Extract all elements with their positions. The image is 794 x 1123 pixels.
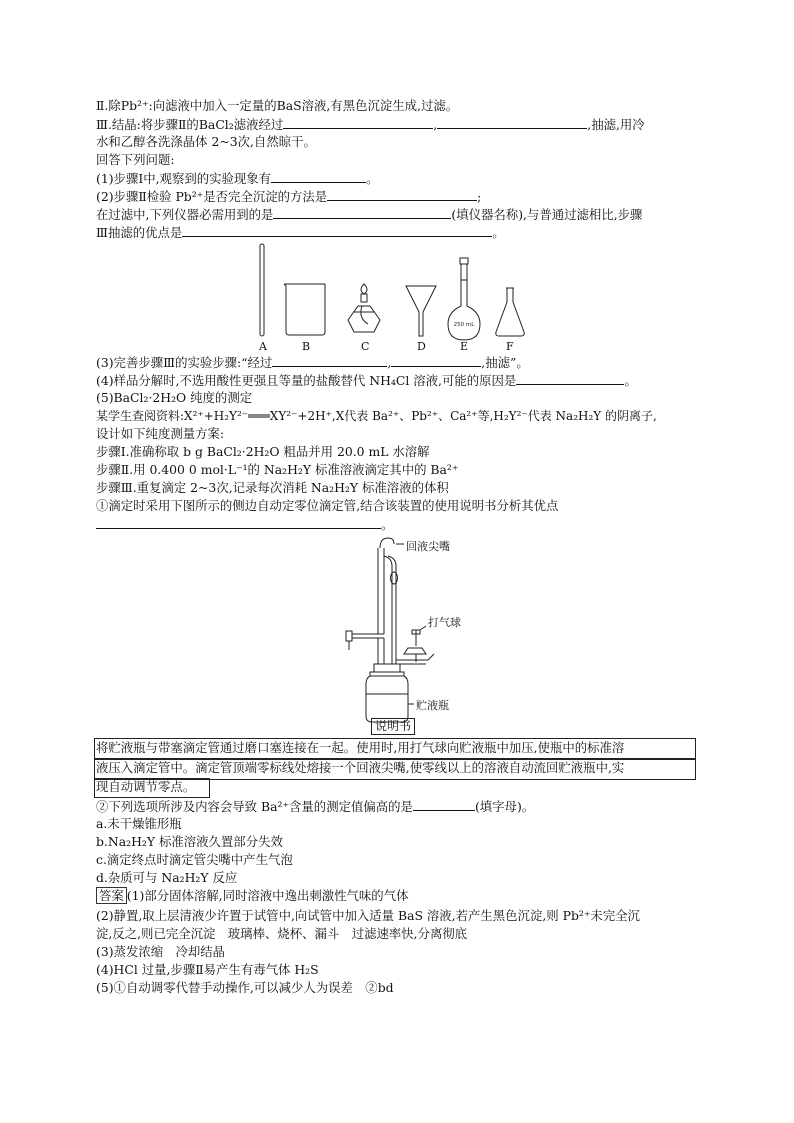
- answer-line: (5)①自动调零代替手动操作,可以减少人为误差 ②bd: [96, 980, 394, 995]
- answer-line: 答案 (1)部分固体溶解,同时溶液中逸出刺激性气味的气体: [96, 888, 408, 904]
- answer-blank[interactable]: [283, 116, 433, 129]
- text-line: Ⅲ抽滤的优点是 。: [96, 225, 505, 240]
- answer-line: (2)静置,取上层清液少许置于试管中,向试管中加入适量 BaS 溶液,若产生黑色沉淀,则 Pb²⁺未完全沉: [96, 908, 640, 923]
- text-line: 回答下列问题:: [96, 152, 175, 167]
- apparatus-label: D: [417, 340, 426, 353]
- text-line: 。: [96, 516, 393, 533]
- question-5-2: ②下列选项所涉及内容会导致 Ba²⁺含量的测定值偏高的是 (填字母)。: [96, 799, 535, 814]
- text-line: 某学生查阅资料:X²⁺+H₂Y²⁻═══XY²⁻+2H⁺,X代表 Ba²⁺、Pb²⁺、Ca²⁺等,H₂Y²⁻代表 Na₂H₂Y 的阴离子,: [96, 409, 657, 423]
- conical-flask-icon: [496, 288, 524, 336]
- question-2: (2)步骤Ⅱ检验 Pb²⁺是否完全沉淀的方法是 ;: [96, 189, 482, 204]
- question-5: (5)BaCl₂·2H₂O 纯度的测定: [96, 390, 253, 405]
- beaker-icon: [284, 284, 325, 335]
- answer-blank[interactable]: [182, 224, 492, 237]
- text-line: 水和乙醇各洗涤晶体 2~3次,自然晾干。: [96, 134, 316, 149]
- option-c: c.滴定终点时滴定管尖嘴中产生气泡: [96, 852, 293, 867]
- answer-line: 淀,反之,则已完全沉淀 玻璃棒、烧杯、漏斗 过滤速率快,分离彻底: [96, 926, 468, 941]
- answer-blank[interactable]: [516, 372, 624, 385]
- text-line: 在过滤中,下列仪器必需用到的是 (填仪器名称),与普通过滤相比,步骤: [96, 207, 643, 222]
- answer-blank[interactable]: [96, 516, 381, 529]
- answer-line: (4)HCl 过量,步骤Ⅱ易产生有毒气体 H₂S: [96, 962, 319, 977]
- answer-blank[interactable]: [391, 354, 481, 367]
- reservoir-bottle-label: 贮液瓶: [416, 699, 449, 712]
- text-line: Ⅲ.结晶:将步骤Ⅱ的BaCl₂滤液经过 , ,抽滤,用冷: [96, 117, 645, 132]
- manual-text-line: 将贮液瓶与带塞滴定管通过磨口塞连接在一起。使用时,用打气球向贮液瓶中加压,使瓶中的标准溶: [96, 740, 625, 755]
- question-1: (1)步骤Ⅰ中,观察到的实验现象有 。: [96, 171, 379, 186]
- apparatus-label: E: [460, 340, 469, 353]
- option-b: b.Na₂H₂Y 标准溶液久置部分失效: [96, 834, 283, 849]
- manual-text-line: 液压入滴定管中。滴定管顶端零标线处熔接一个回液尖嘴,使零线以上的溶液自动流回贮液瓶中,实: [96, 760, 625, 775]
- text-line: ①滴定时采用下图所示的侧边自动定零位滴定管,结合该装置的使用说明书分析其优点: [96, 498, 559, 513]
- text-line: 步骤Ⅰ.准确称取 b g BaCl₂·2H₂O 粗品并用 20.0 mL 水溶解: [96, 444, 430, 459]
- text-line: 步骤Ⅲ.重复滴定 2~3次,记录每次消耗 Na₂H₂Y 标准溶液的体积: [96, 480, 449, 495]
- apparatus-figure: [250, 240, 550, 355]
- apparatus-label: A: [259, 340, 267, 353]
- text-line: 设计如下纯度测量方案:: [96, 426, 225, 441]
- answer-label: 答案: [96, 887, 127, 904]
- text-line: Ⅱ.除Pb²⁺:向滤液中加入一定量的BaS溶液,有黑色沉淀生成,过滤。: [96, 98, 459, 113]
- flask-volume-label: 250 mL: [453, 322, 475, 328]
- text-line: 步骤Ⅱ.用 0.400 0 mol·L⁻¹的 Na₂H₂Y 标准溶液滴定其中的 Ba²⁺: [96, 462, 459, 477]
- funnel-icon: [406, 286, 436, 336]
- glass-rod-icon: [260, 244, 264, 336]
- option-d: d.杂质可与 Na₂H₂Y 反应: [96, 870, 238, 885]
- return-tip-label: 回液尖嘴: [406, 540, 450, 553]
- air-bulb-label: 打气球: [428, 616, 461, 629]
- question-3: (3)完善步骤Ⅲ的实验步骤:“经过 , ,抽滤”。: [96, 355, 529, 370]
- answer-line: (3)蒸发浓缩 冷却结晶: [96, 944, 226, 959]
- manual-text-line: 现自动调节零点。: [96, 779, 196, 794]
- answer-blank[interactable]: [437, 116, 587, 129]
- apparatus-label: C: [361, 340, 370, 353]
- answer-blank[interactable]: [272, 354, 387, 367]
- alcohol-lamp-icon: [348, 284, 380, 332]
- apparatus-label: B: [302, 340, 311, 353]
- apparatus-label: F: [506, 340, 514, 353]
- answer-blank[interactable]: [327, 188, 477, 201]
- answer-blank[interactable]: [271, 170, 366, 183]
- auto-zero-burette-figure: [330, 534, 480, 732]
- manual-title-box: 说明书: [371, 718, 415, 735]
- answer-blank[interactable]: [273, 206, 451, 219]
- answer-blank[interactable]: [413, 798, 475, 811]
- question-4: (4)样品分解时,不选用酸性更强且等量的盐酸替代 NH₄Cl 溶液,可能的原因是 。: [96, 373, 637, 388]
- option-a: a.未干燥锥形瓶: [96, 816, 182, 831]
